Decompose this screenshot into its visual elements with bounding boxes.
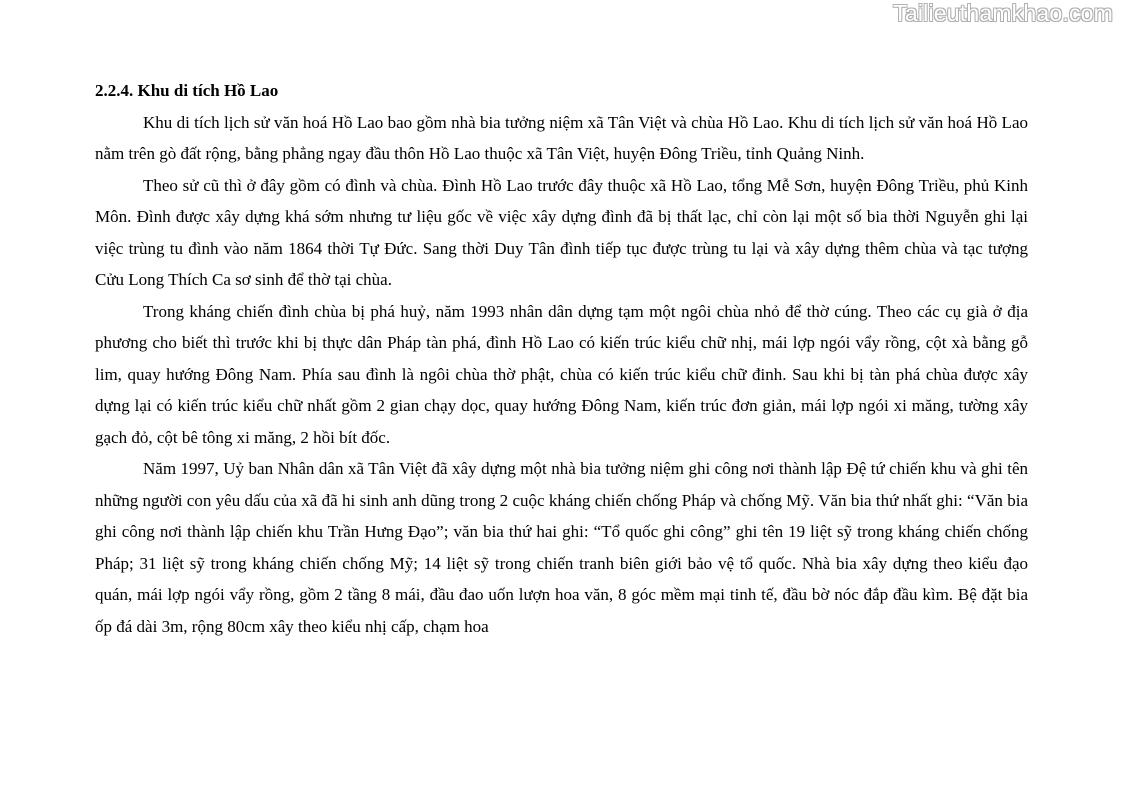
section-heading: 2.2.4. Khu di tích Hồ Lao <box>95 81 279 100</box>
paragraph-2: Theo sử cũ thì ở đây gồm có đình và chùa. Đình Hồ Lao trước đây thuộc xã Hồ Lao, tổng Mễ Sơn, huyện Đông Triều, phủ Kinh Môn. Đình được xây dựng khá sớm nhưng tư liệu gốc về việc xây dựng đình đã bị thất lạc, chỉ còn lại một số bia thời Nguyễn ghi lại việc trùng tu đình vào năm 1864 thời Tự Đức. Sang thời Duy Tân đình tiếp tục được trùng tu lại và xây dựng thêm chùa và tạc tượng Cửu Long Thích Ca sơ sinh để thờ tại chùa. <box>95 175 1028 289</box>
document-page <box>95 75 1028 642</box>
paragraph-4: Năm 1997, Uỷ ban Nhân dân xã Tân Việt đã xây dựng một nhà bia tưởng niệm ghi công nơi thành lập Đệ tứ chiến khu và ghi tên những người con yêu dấu của xã đã hi sinh anh dũng trong 2 cuộc kháng chiến chống Pháp và chống Mỹ. Văn bia thứ nhất ghi: “Văn bia ghi công nơi thành lập chiến khu Trần Hưng Đạo”; văn bia thứ hai ghi: “Tổ quốc ghi công” ghi tên 19 liệt sỹ trong kháng chiến chống Pháp; 31 liệt sỹ trong kháng chiến chống Mỹ; 14 liệt sỹ trong chiến tranh biên giới bảo vệ tổ quốc. Nhà bia xây dựng theo kiểu đạo quán, mái lợp ngói vẩy rồng, gồm 2 tầng 8 mái, đầu đao uốn lượn hoa văn, 8 góc mềm mại tinh tế, đầu bờ nóc đắp đầu kìm. Bệ đặt bia ốp đá dài 3m, rộng 80cm xây theo kiểu nhị cấp, chạm hoa <box>95 459 1028 636</box>
paragraph-3: Trong kháng chiến đình chùa bị phá huỷ, năm 1993 nhân dân dựng tạm một ngôi chùa nhỏ để thờ cúng. Theo các cụ già ở địa phương cho biết thì trước khi bị thực dân Pháp tàn phá, đình Hồ Lao có kiến trúc kiểu chữ nhị, mái lợp ngói vẩy rồng, cột xà bằng gỗ lim, quay hướng Đông Nam. Phía sau đình là ngôi chùa thờ phật, chùa có kiến trúc kiểu chữ đinh. Sau khi bị tàn phá chùa được xây dựng lại có kiến trúc kiểu chữ nhất gồm 2 gian chạy dọc, quay hướng Đông Nam, kiến trúc đơn giản, mái lợp ngói xi măng, tường xây gạch đỏ, cột bê tông xi măng, 2 hồi bít đốc. <box>95 301 1028 447</box>
site-watermark: Tailieuthamkhao.com <box>893 0 1113 26</box>
paragraph-1: Khu di tích lịch sử văn hoá Hồ Lao bao gồm nhà bia tưởng niệm xã Tân Việt và chùa Hồ Lao. Khu di tích lịch sử văn hoá Hồ Lao nằm trên gò đất rộng, bằng phẳng ngay đầu thôn Hồ Lao thuộc xã Tân Việt, huyện Đông Triều, tỉnh Quảng Ninh. <box>95 112 1028 163</box>
